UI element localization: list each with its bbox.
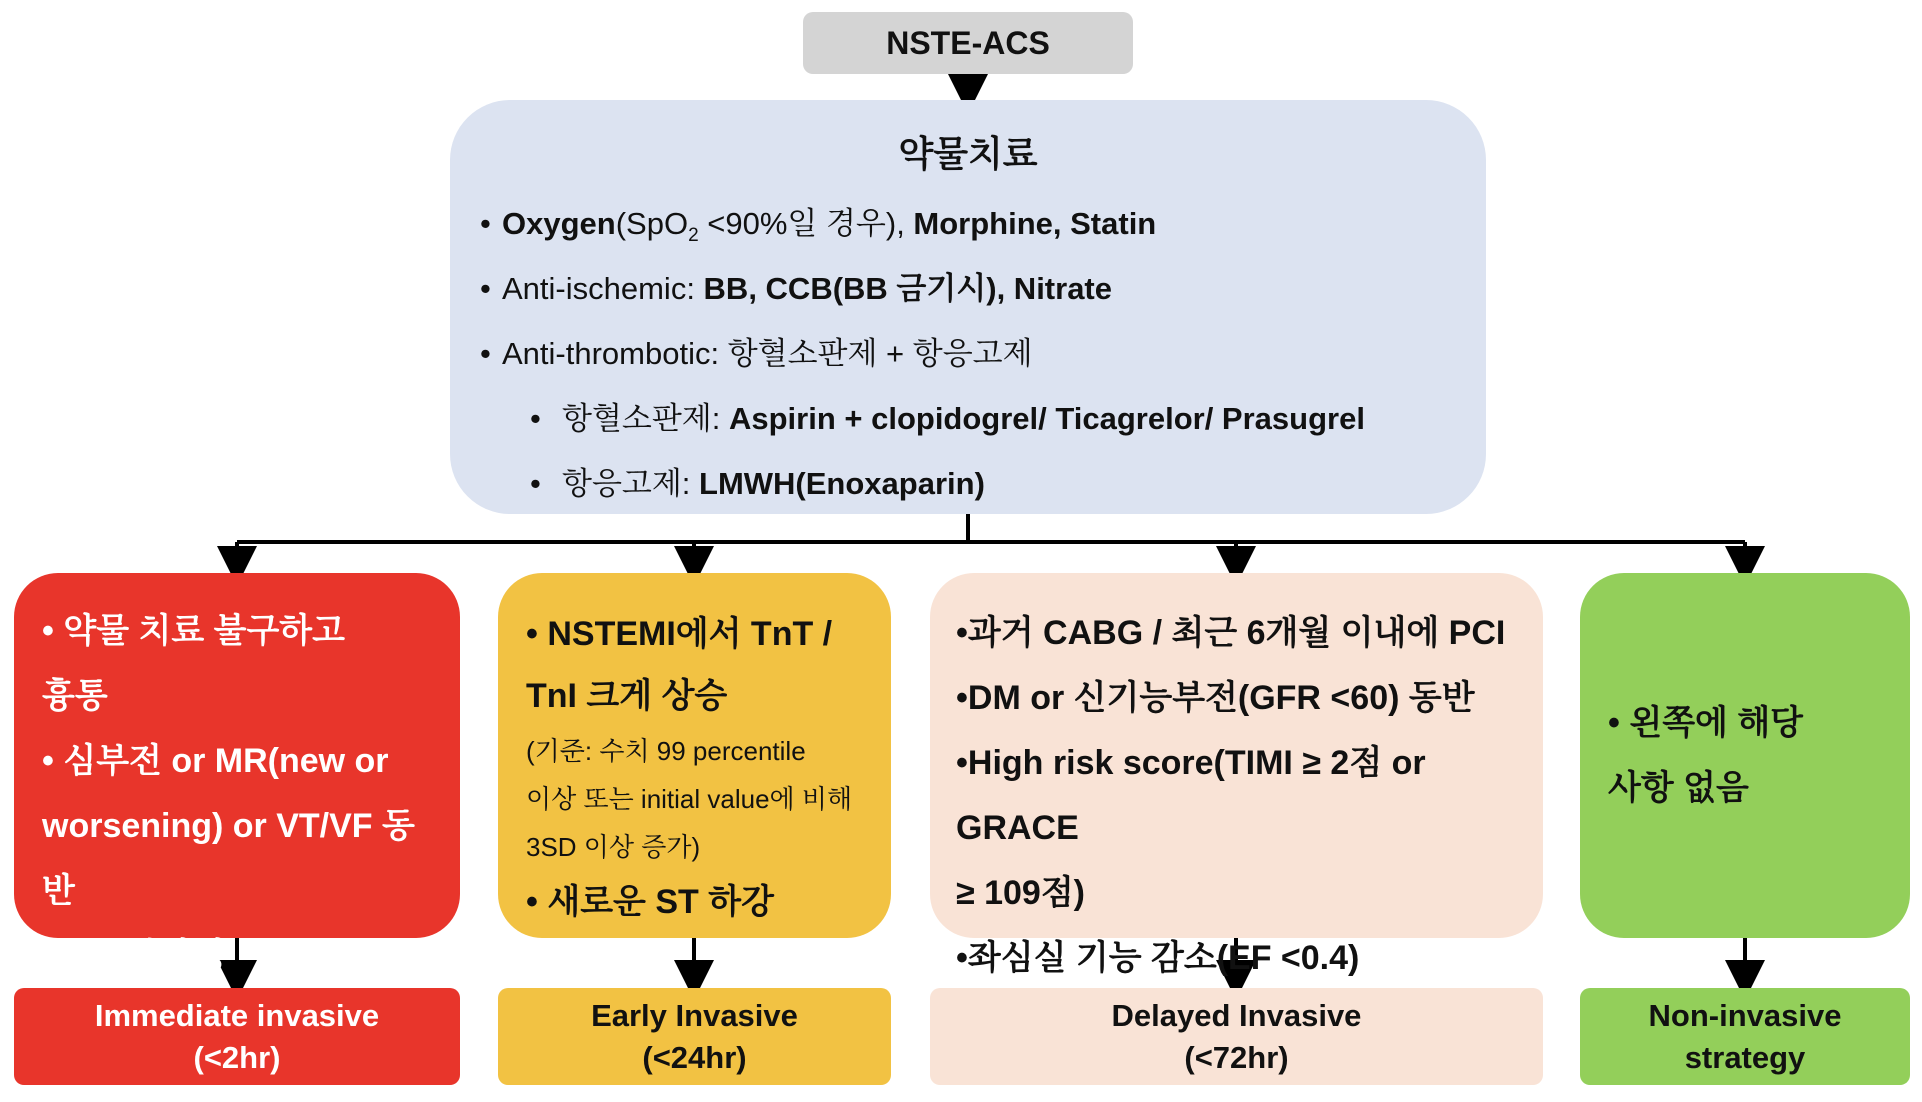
delayed-invasive-result — [930, 988, 1543, 1085]
nste-acs-box — [803, 12, 1133, 74]
criteria-item: 흉통 — [42, 677, 108, 715]
criteria-note: (기준: 수치 99 percentile — [526, 736, 806, 766]
result-timing: (<2hr) — [193, 1039, 281, 1075]
early-criteria-box — [498, 573, 891, 938]
non-invasive-criteria-box — [1580, 573, 1910, 938]
criteria-item: •High risk score(TIMI ≥ 2점 or GRACE — [956, 744, 1426, 847]
criteria-item: • 심부전 or MR(new or — [42, 742, 389, 780]
immediate-invasive-result — [14, 988, 460, 1085]
criteria-note: 3SD 이상 증가) — [526, 832, 701, 862]
result-timing: (<24hr) — [642, 1039, 747, 1075]
drug-therapy-title: 약물치료 — [898, 133, 1038, 174]
criteria-item: •과거 CABG / 최근 6개월 이내에 PCI — [956, 614, 1506, 652]
result-label: Delayed Invasive — [1111, 997, 1362, 1033]
drug-line-oxygen: • Oxygen(SpO$_2$ <90%일 경우), Morphine, Statin — [480, 206, 1157, 247]
drug-therapy-box — [450, 100, 1486, 514]
criteria-item: TnI 크게 상승 — [526, 677, 728, 715]
drug-line-antiplatelet: • 항혈소판제: Aspirin + clopidogrel/ Ticagrelor/ Prasugrel — [530, 401, 1365, 436]
drug-line-anti-ischemic: • Anti-ischemic: BB, CCB(BB 금기시), Nitrate — [480, 271, 1112, 306]
early-invasive-result — [498, 988, 891, 1085]
result-label: Non-invasive — [1648, 997, 1842, 1033]
criteria-item: • NSTEMI에서 TnT / — [526, 615, 833, 653]
criteria-item: • V/S 불안정 — [42, 937, 227, 975]
nste-acs-label: NSTE-ACS — [886, 24, 1050, 61]
non-invasive-result — [1580, 988, 1910, 1085]
criteria-item: 사항 없음 — [1608, 768, 1749, 807]
delayed-criteria-box — [930, 573, 1543, 977]
criteria-item: •좌심실 기능 감소(EF <0.4) — [956, 939, 1360, 977]
immediate-criteria-box — [14, 573, 460, 975]
result-timing: strategy — [1684, 1039, 1806, 1075]
criteria-item: • 새로운 ST 하강 — [526, 883, 774, 921]
criteria-item: ≥ 109점) — [956, 874, 1086, 912]
criteria-item: • 약물 치료 불구하고 — [42, 612, 345, 650]
criteria-item: worsening) or VT/VF 동반 — [42, 807, 415, 910]
criteria-item: • 왼쪽에 해당 — [1608, 703, 1804, 742]
result-label: Early Invasive — [591, 997, 798, 1033]
criteria-item: •DM or 신기능부전(GFR <60) 동반 — [956, 679, 1475, 717]
criteria-note: 이상 또는 initial value에 비해 — [526, 784, 853, 814]
result-label: Immediate invasive — [94, 997, 380, 1033]
result-timing: (<72hr) — [1184, 1039, 1289, 1075]
drug-line-anticoagulant: • 항응고제: LMWH(Enoxaparin) — [530, 466, 985, 501]
drug-line-anti-thrombotic: • Anti-thrombotic: 항혈소판제 + 항응고제 — [480, 336, 1033, 371]
